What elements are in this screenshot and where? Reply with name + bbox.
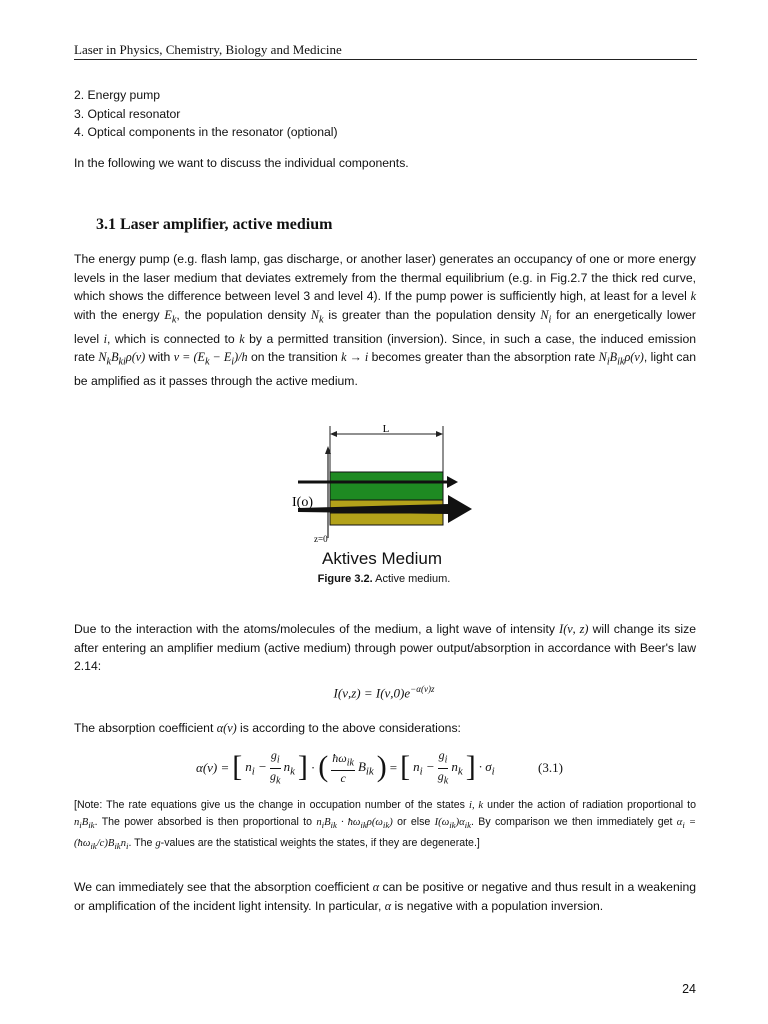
list-item: 4. Optical components in the resonator (optional)	[74, 125, 338, 139]
figure-caption: Figure 3.2. Active medium.	[317, 573, 451, 585]
paragraph-conclusion: We can immediately see that the absorption coefficient α can be positive or negative and thus result in a weakening or amplification of the incident light intensity. In particular, α is negative with a population inversion.	[74, 880, 696, 913]
component-list	[74, 86, 696, 142]
list-item: 2. Energy pump	[74, 88, 161, 102]
active-medium-figure	[284, 420, 480, 570]
note-block: [Note: The rate equations give us the change in occupation number of the states i, k under the action of radiation proportional to $n_iB_{ik}$. The power absorbed is then proportional to $n_iB_{ik}$ · $ħ\omega_{ik}\rho(\omega_{ik})$ or else $I(\omega_{ik})\alpha_{ik}$. By comparison we then immediately get $\alpha_i$ = $(ħ\omega_{ik}/c)B_{ik}n_i$. The g-values are the statistical weights the states, if they are degenerate.]	[74, 799, 697, 851]
paragraph-absorption: The absorption coefficient α(ν) is according to the above considerations:	[74, 721, 461, 735]
running-header: Laser in Physics, Chemistry, Biology and Medicine	[74, 42, 342, 57]
header-rule	[74, 59, 697, 60]
page-number: 24	[682, 982, 696, 996]
equation-number: (3.1)	[538, 760, 563, 775]
intensity-label: I(o)	[292, 495, 313, 510]
paragraph-beer: Due to the interaction with the atoms/molecules of the medium, a light wave of intensity I(ν, z) will change its size after entering an amplifier medium (active medium) through power output/absorption in accordance with Beer's law 2.14:	[74, 622, 697, 674]
paragraph-pump: The energy pump (e.g. flash lamp, gas discharge, or another laser) generates an occupancy of one or more energy levels in the laser medium that deviates extremely from the thermal equilibrium (e.g. in Fig.2.7 the thick red curve, which shows the difference between level 3 and level 4). If the pump power is sufficiently high, at least for a level k with the energy $E_k$, the population density $N_k$ is greater than the population density $N_i$ for an energetically lower level i, which is connected to k by a permitted transition (inversion). Since, in such a case, the induced emission rate $N_kB_{ki}\rho(\nu)$ with $\nu = (E_k - E_i)/h$ on the transition k → i becomes greater than the absorption rate $N_iB_{ik}\rho(\nu)$, light can be amplified as it passes through the active medium.	[74, 252, 697, 389]
beer-equation: $I(\nu,z) = I(\nu,0)e^{-\alpha(\nu)z}$	[333, 684, 435, 701]
list-item: 3. Optical resonator	[74, 106, 181, 121]
intro-sentence: In the following we want to discuss the individual components.	[74, 156, 409, 170]
section-heading: 3.1 Laser amplifier, active medium	[96, 216, 333, 233]
length-label: L	[382, 423, 390, 435]
z-label: z=0	[314, 534, 328, 544]
olive-layer-lower	[330, 513, 443, 525]
medium-label: Aktives Medium	[322, 549, 442, 568]
green-layer	[330, 472, 443, 500]
absorption-equation: α(ν) = [ $n_i$ − $\frac{g_i}{g_k}$ $n_k$ ] · ( $\frac{ħ\omega_{ik}}{c}$ $B_{ik}$ ) = [ $n_i$ − $\frac{g_i}{g_k}$ $n_k$ ] · $\sigma_i$	[196, 748, 495, 786]
